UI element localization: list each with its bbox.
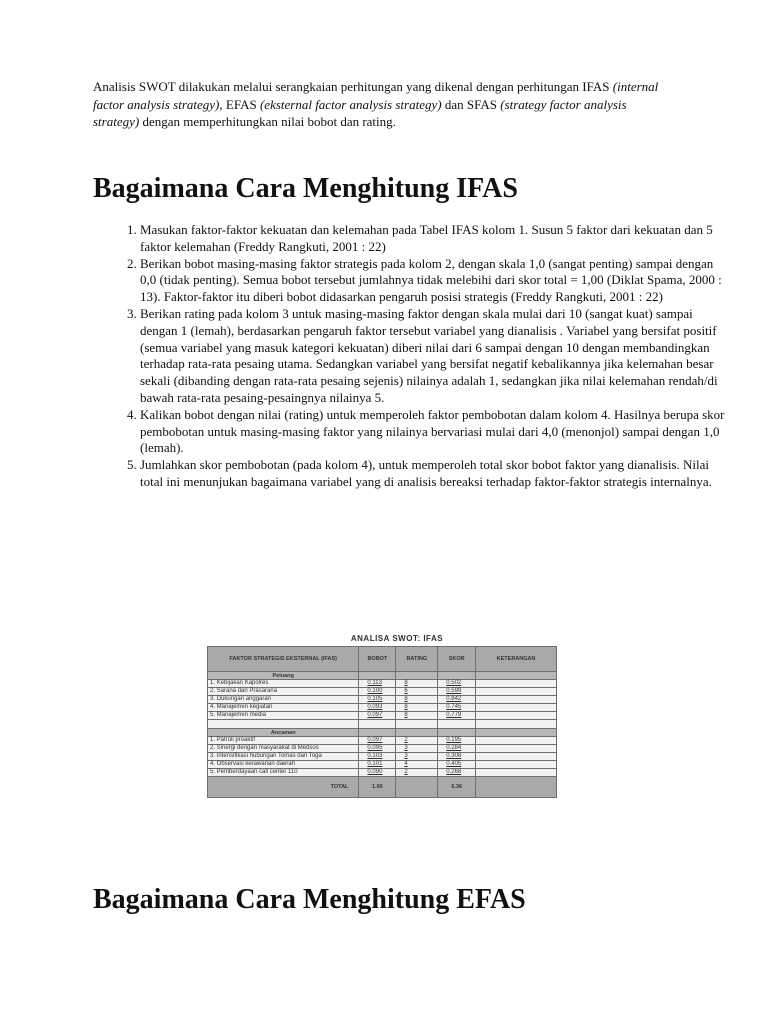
skor-cell: 0.779 bbox=[438, 712, 476, 720]
table-row bbox=[208, 761, 557, 769]
ifas-steps-list bbox=[93, 222, 725, 491]
header-skor: SKOR bbox=[438, 647, 476, 672]
intro-sfas-term: (strategy factor analysis strategy) bbox=[93, 96, 627, 129]
ifas-table-image bbox=[207, 632, 557, 798]
intro-text-1: Analisis SWOT dilakukan melalui serangkaian perhitungan yang dikenal dengan perhitungan IFAS bbox=[93, 79, 613, 94]
table-spacer bbox=[208, 720, 557, 729]
factor-name: 4. Observasi kerawanan daerah bbox=[208, 761, 359, 769]
rating-cell: 4 bbox=[396, 761, 438, 769]
header-keterangan: KETERANGAN bbox=[476, 647, 557, 672]
table-title: ANALISA SWOT: IFAS bbox=[350, 634, 444, 643]
skor-cell: 0.195 bbox=[438, 737, 476, 745]
table-row bbox=[208, 696, 557, 704]
skor-cell: 0.405 bbox=[438, 761, 476, 769]
factor-name: 3. Dukungan anggaran bbox=[208, 696, 359, 704]
step-item: 2. Berikan bobot masing-masing faktor strategis pada kolom 2, dengan skala 1,0 (sangat penting) sampai dengan 0,0 (tidak penting). Semua bobot tersebut jumlahnya tidak melebihi dari skor total = 1,00 (Diklat Spama, 2000 : 13). Faktor-faktor itu diberi bobot didasarkan pengaruh posisi strategis (Freddy Rangkuti, 2001 : 22) bbox=[140, 256, 725, 306]
table-row bbox=[208, 712, 557, 720]
factor-name: 1. Kebijakan Kapolres bbox=[208, 680, 359, 688]
step-item: 1. Masukan faktor-faktor kekuatan dan kelemahan pada Tabel IFAS kolom 1. Susun 5 faktor dari kekuatan dan 5 faktor kelemahan (Freddy Rangkuti, 2001 : 22) bbox=[140, 222, 725, 256]
table-row bbox=[208, 753, 557, 761]
bobot-cell: 0.101 bbox=[359, 761, 396, 769]
header-rating: RATING bbox=[396, 647, 438, 672]
header-bobot: BOBOT bbox=[359, 647, 396, 672]
skor-cell: 0.842 bbox=[438, 696, 476, 704]
section-row-ancaman bbox=[208, 729, 557, 737]
section-label: Peluang bbox=[208, 672, 359, 680]
rating-cell: 2 bbox=[396, 769, 438, 777]
skor-cell: 0.308 bbox=[438, 753, 476, 761]
intro-text-4: dengan memperhitungkan nilai bobot dan rating. bbox=[139, 114, 396, 129]
intro-text-2: EFAS bbox=[222, 96, 260, 112]
ifas-table bbox=[207, 646, 557, 798]
bobot-cell: 0.105 bbox=[359, 696, 396, 704]
factor-name: 5. Manajemen media bbox=[208, 712, 359, 720]
table-row bbox=[208, 769, 557, 777]
bobot-cell: 0.093 bbox=[359, 704, 396, 712]
bobot-cell: 0.113 bbox=[359, 680, 396, 688]
factor-name: 2. Sarana dan Prasarana bbox=[208, 688, 359, 696]
rating-cell: 3 bbox=[396, 753, 438, 761]
intro-paragraph bbox=[93, 78, 675, 131]
factor-name: 4. Manajemen kegiatan bbox=[208, 704, 359, 712]
section-row-peluang bbox=[208, 672, 557, 680]
section-label: Ancaman bbox=[208, 729, 359, 737]
intro-paragraph-container bbox=[93, 78, 675, 131]
skor-cell: 0.599 bbox=[438, 688, 476, 696]
bobot-cell: 0.097 bbox=[359, 737, 396, 745]
step-item: 4. Kalikan bobot dengan nilai (rating) untuk memperoleh faktor pembobotan dalam kolom 4. Hasilnya berupa skor pembobotan untuk masing-masing faktor yang nilainya bervariasi mulai dari 4,0 (menonjol) sampai dengan 1,0 (lemah). bbox=[140, 407, 725, 457]
skor-cell: 0.502 bbox=[438, 680, 476, 688]
rating-cell: 2 bbox=[396, 737, 438, 745]
rating-cell: 3 bbox=[396, 745, 438, 753]
header-factor: FAKTOR STRATEGIS EKSTERNAL (IFAS) bbox=[208, 647, 359, 672]
rating-cell: 8 bbox=[396, 712, 438, 720]
factor-name: 5. Pemberdayaan call center 110 bbox=[208, 769, 359, 777]
factor-name: 3. Intensifikasi hubungan Tomas dan Toga bbox=[208, 753, 359, 761]
total-label: TOTAL bbox=[208, 777, 359, 798]
rating-cell: 6 bbox=[396, 688, 438, 696]
intro-text-3: dan SFAS bbox=[441, 96, 501, 112]
bobot-cell: 0.090 bbox=[359, 769, 396, 777]
skor-cell: 0.745 bbox=[438, 704, 476, 712]
table-total-row bbox=[208, 777, 557, 798]
heading-efas: Bagaimana Cara Menghitung EFAS bbox=[93, 884, 526, 915]
step-item: 5. Jumlahkan skor pembobotan (pada kolom 4), untuk memperoleh total skor bobot faktor yang dianalisis. Nilai total ini menunjukan bagaimana variabel yang di analisis bereaksi terhadap faktor-faktor strategis internalnya. bbox=[140, 457, 725, 491]
factor-name: 2. Sinergi dengan masyarakat di Medsos bbox=[208, 745, 359, 753]
bobot-cell: 0.095 bbox=[359, 745, 396, 753]
heading-ifas: Bagaimana Cara Menghitung IFAS bbox=[93, 173, 518, 204]
bobot-cell: 0.100 bbox=[359, 688, 396, 696]
table-row bbox=[208, 680, 557, 688]
table-header-row bbox=[208, 647, 557, 672]
table-row bbox=[208, 688, 557, 696]
rating-cell: 8 bbox=[396, 680, 438, 688]
skor-cell: 0.268 bbox=[438, 769, 476, 777]
table-row bbox=[208, 704, 557, 712]
bobot-cell: 0.097 bbox=[359, 712, 396, 720]
intro-ifas-term: (internal factor analysis strategy), bbox=[93, 79, 659, 112]
total-bobot: 1.00 bbox=[359, 777, 396, 798]
factor-name: 1. Patroli proaktif bbox=[208, 737, 359, 745]
intro-efas-term: (eksternal factor analysis strategy) bbox=[259, 96, 442, 112]
rating-cell: 8 bbox=[396, 696, 438, 704]
step-item: 3. Berikan rating pada kolom 3 untuk masing-masing faktor dengan skala mulai dari 10 (sangat kuat) sampai dengan 1 (lemah), berdasarkan pengaruh faktor tersebut variabel yang dianalisis . Variabel yang bersifat positif (semua variabel yang masuk kategori kekuatan) diberi nilai dari 6 sampai dengan 10 dengan membandingkan terhadap rata-rata pesaing utama. Sedangkan variabel yang bersifat negatif kebalikannya jika kelemahan besar sekali (dibanding dengan rata-rata pesaing sejenis) nilainya adalah 1, sedangkan jika nilai kelemahan rendah/di bawah rata-rata pesaing-pesaingnya nilainya 5. bbox=[140, 306, 725, 407]
table-row bbox=[208, 737, 557, 745]
bobot-cell: 0.103 bbox=[359, 753, 396, 761]
skor-cell: 0.284 bbox=[438, 745, 476, 753]
table-row bbox=[208, 745, 557, 753]
total-skor: 6.36 bbox=[438, 777, 476, 798]
rating-cell: 8 bbox=[396, 704, 438, 712]
